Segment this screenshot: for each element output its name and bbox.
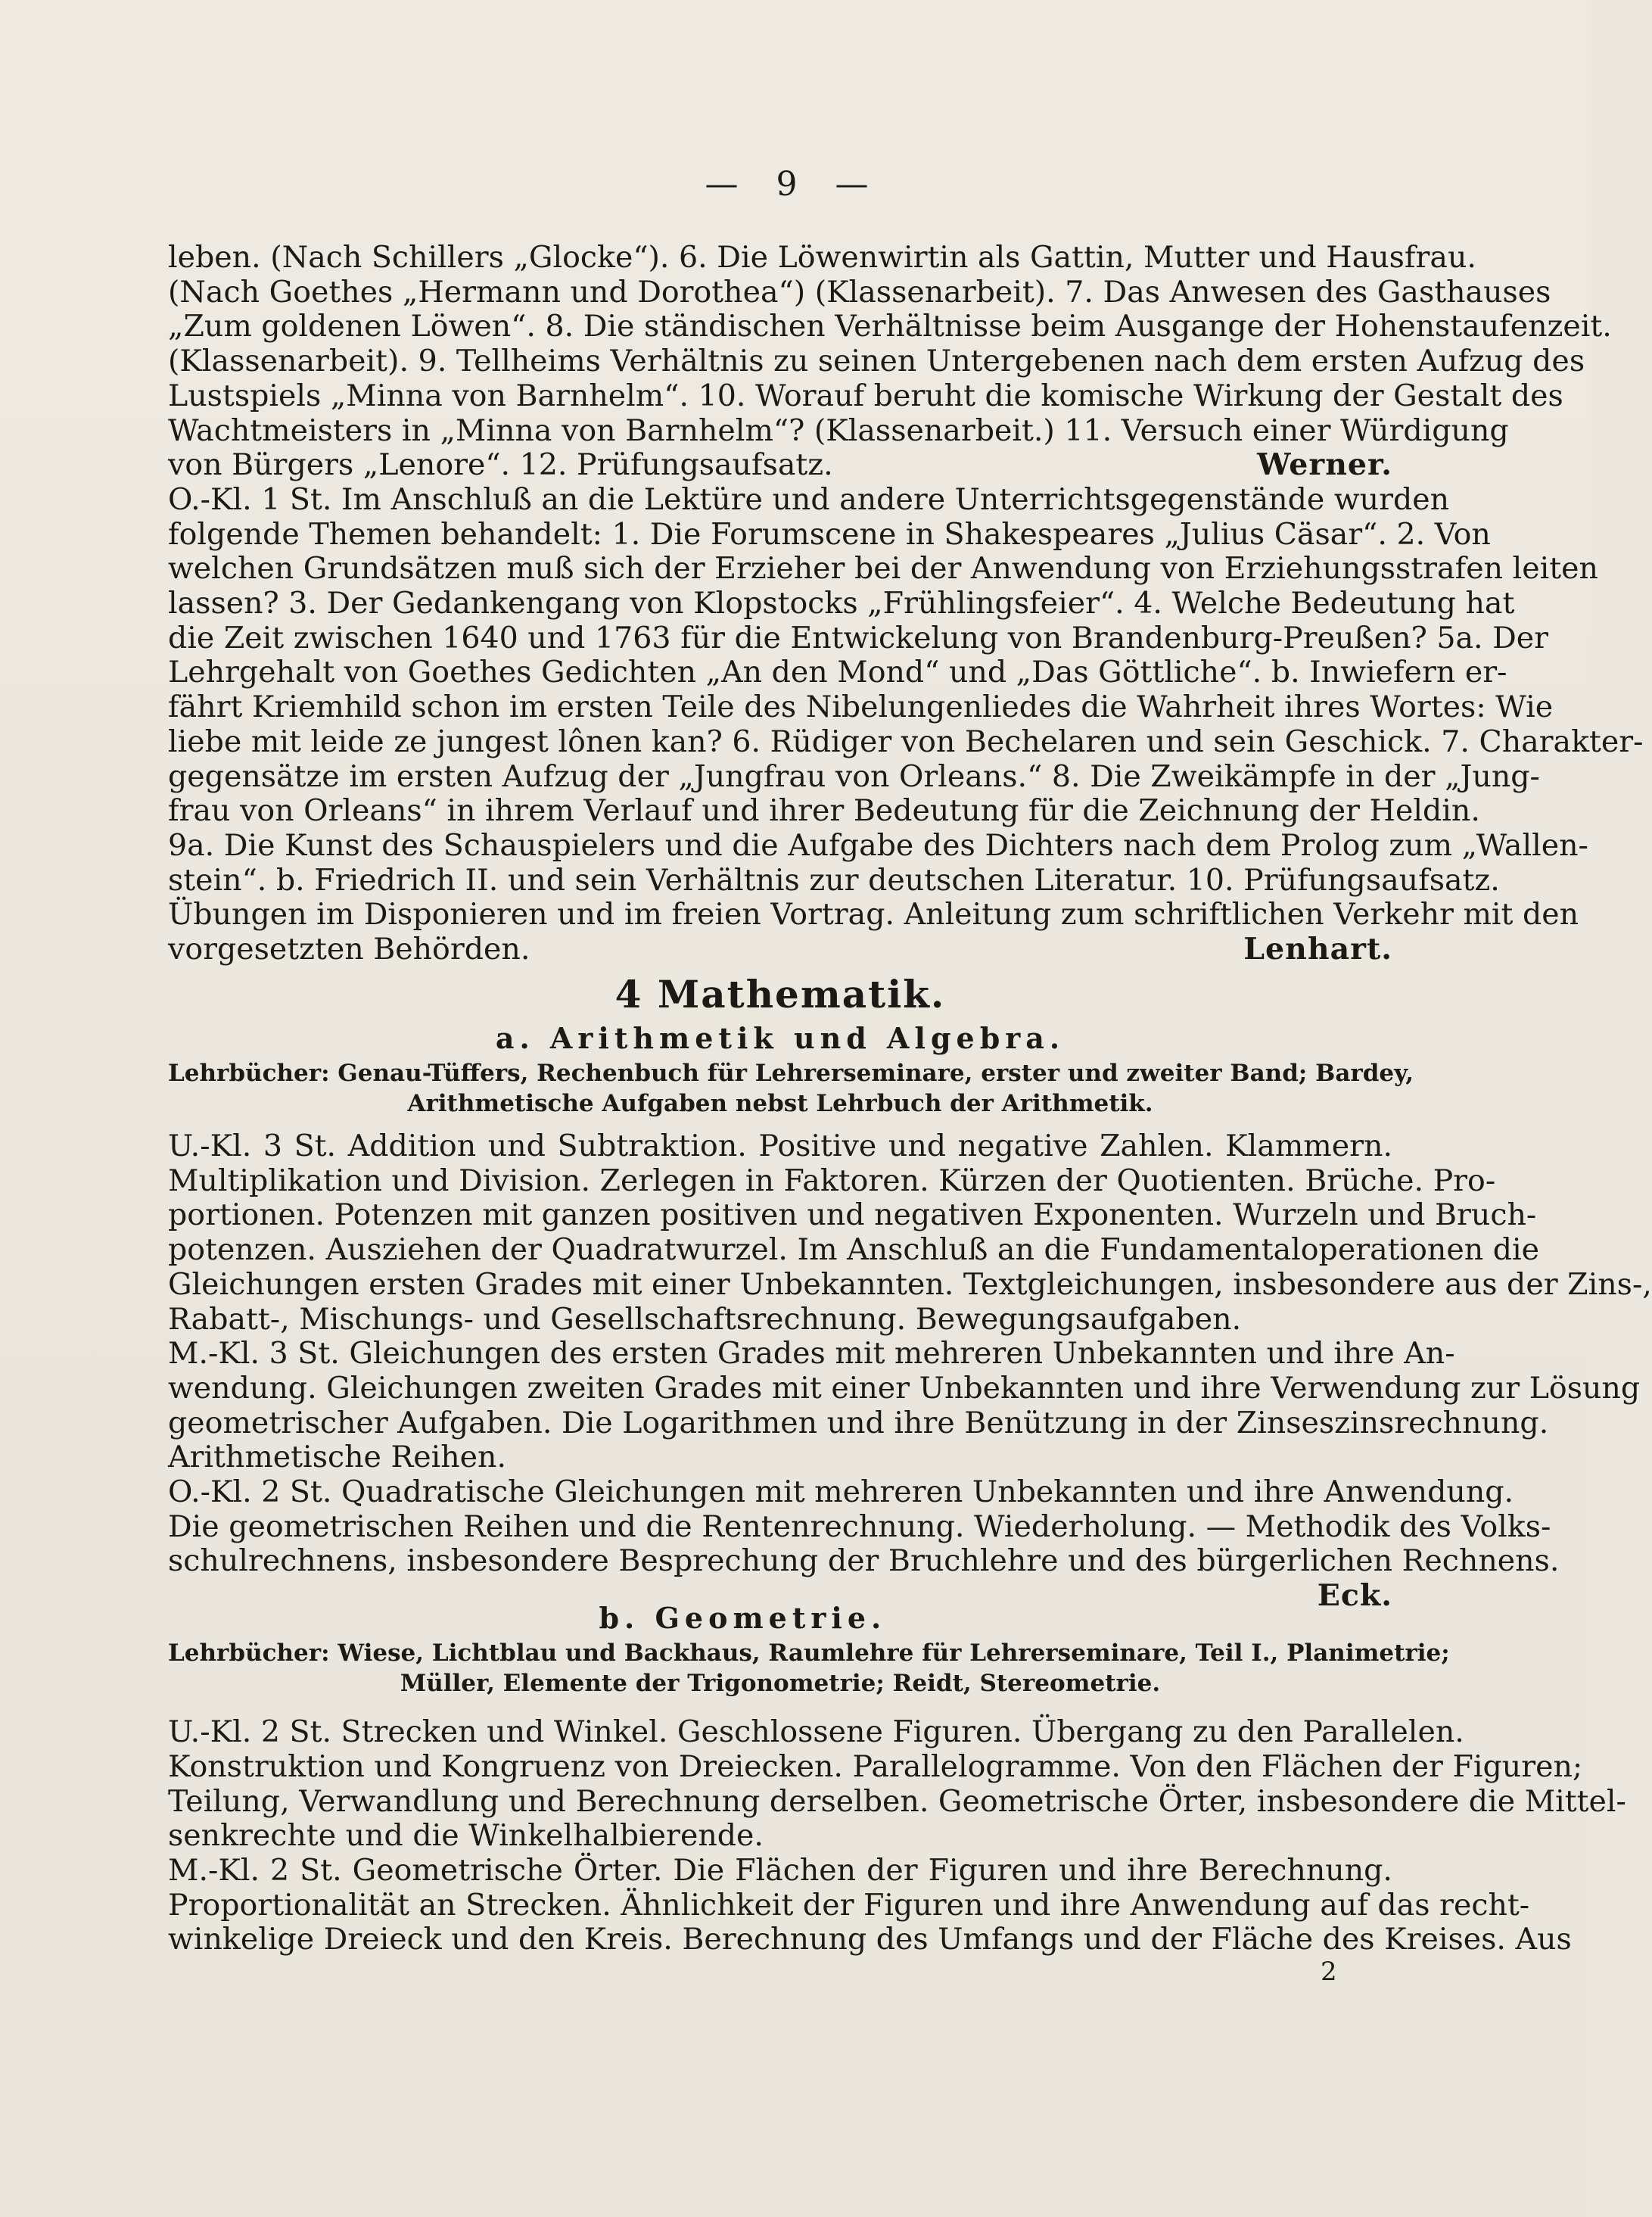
- author-signature: Eck.: [1317, 1578, 1392, 1614]
- text-line: welchen Grundsätzen muß sich der Erzieher bei der Anwendung von Erziehungsstrafen leiten: [168, 551, 1598, 587]
- page-number: — 9 —: [705, 165, 882, 204]
- subsection-heading: b. Geometrie.: [599, 1601, 887, 1636]
- text-line: leben. (Nach Schillers „Glocke“). 6. Die Löwenwirtin als Gattin, Mutter und Hausfrau.: [168, 240, 1476, 275]
- text-line: portionen. Potenzen mit ganzen positiven und negativen Exponenten. Wurzeln und Bruch-: [168, 1197, 1537, 1233]
- text-line: geometrischer Aufgaben. Die Logarithmen und ihre Benützung in der Zinseszinsrechnung.: [168, 1405, 1549, 1440]
- text-line: Teilung, Verwandlung und Berechnung derselben. Geometrische Örter, insbesondere die Mittel-: [168, 1783, 1626, 1819]
- text-line: Wachtmeisters in „Minna von Barnhelm“? (Klassenarbeit.) 11. Versuch einer Würdigung: [168, 413, 1509, 448]
- text-line: Lustspiels „Minna von Barnhelm“. 10. Worauf beruht die komische Wirkung der Gestalt des: [168, 378, 1563, 413]
- author-signature: Werner.: [1257, 447, 1392, 483]
- text-line: senkrechte und die Winkelhalbierende.: [168, 1818, 764, 1854]
- text-line: O.-Kl. 2 St. Quadratische Gleichungen mit mehreren Unbekannten und ihre Anwendung.: [168, 1474, 1514, 1510]
- text-line: [168, 933, 1392, 967]
- text-line: Rabatt-, Mischungs- und Gesellschaftsrechnung. Bewegungsaufgaben.: [168, 1301, 1242, 1337]
- text-line: wendung. Gleichungen zweiten Grades mit einer Unbekannten und ihre Verwendung zur Lösung: [168, 1370, 1641, 1406]
- text-line-content: schulrechnens, insbesondere Besprechung der Bruchlehre und des bürgerlichen Rechnens.: [168, 1543, 1560, 1579]
- signature-mark: 2: [1321, 1957, 1337, 1987]
- text-line: O.-Kl. 1 St. Im Anschluß an die Lektüre und andere Unterrichtsgegenstände wurden: [168, 481, 1450, 517]
- text-line: „Zum goldenen Löwen“. 8. Die ständischen Verhältnisse beim Ausgange der Hohenstaufenzeit.: [168, 309, 1612, 344]
- text-line: U.-Kl. 3 St. Addition und Subtraktion. Positive und negative Zahlen. Klammern.: [168, 1129, 1392, 1163]
- text-line-content: vorgesetzten Behörden.: [168, 932, 530, 967]
- text-line: M.-Kl. 2 St. Geometrische Örter. Die Flächen der Figuren und ihre Berechnung.: [168, 1852, 1392, 1888]
- text-line: (Nach Goethes „Hermann und Dorothea“) (Klassenarbeit). 7. Das Anwesen des Gasthauses: [168, 274, 1551, 310]
- textbook-line: Lehrbücher: Wiese, Lichtblau und Backhaus, Raumlehre für Lehrerseminare, Teil I., Planimetrie;: [168, 1639, 1450, 1667]
- text-line: potenzen. Ausziehen der Quadratwurzel. Im Anschluß an die Fundamentaloperationen die: [168, 1232, 1540, 1268]
- text-line: Multiplikation und Division. Zerlegen in Faktoren. Kürzen der Quotienten. Brüche. Pro-: [168, 1163, 1496, 1198]
- text-line: winkelige Dreieck und den Kreis. Berechnung des Umfangs und der Fläche des Kreises. Aus: [168, 1922, 1572, 1957]
- text-line: Proportionalität an Strecken. Ähnlichkeit der Figuren und ihre Anwendung auf das recht-: [168, 1887, 1530, 1923]
- text-line: Arithmetische Reihen.: [168, 1440, 507, 1475]
- text-line: gegensätze im ersten Aufzug der „Jungfrau von Orleans.“ 8. Die Zweikämpfe in der „Jung-: [168, 758, 1540, 794]
- textbook-line: Arithmetische Aufgaben nebst Lehrbuch der Arithmetik.: [407, 1090, 1153, 1117]
- text-line: 9a. Die Kunst des Schauspielers und die Aufgabe des Dichters nach dem Prolog zum „Wallen-: [168, 827, 1588, 863]
- text-line: [168, 448, 1392, 483]
- text-line: Konstruktion und Kongruenz von Dreiecken. Parallelogramme. Von den Flächen der Figuren;: [168, 1748, 1583, 1784]
- text-line: folgende Themen behandelt: 1. Die Forumscene in Shakespeares „Julius Cäsar“. 2. Von: [168, 516, 1491, 552]
- text-line: Lehrgehalt von Goethes Gedichten „An den Mond“ und „Das Göttliche“. b. Inwiefern er-: [168, 655, 1507, 690]
- text-line: die Zeit zwischen 1640 und 1763 für die Entwickelung von Brandenburg-Preußen? 5a. Der: [168, 620, 1549, 655]
- text-line: M.-Kl. 3 St. Gleichungen des ersten Grades mit mehreren Unbekannten und ihre An-: [168, 1336, 1455, 1372]
- text-line: Gleichungen ersten Grades mit einer Unbekannten. Textgleichungen, insbesondere aus der Zins-,: [168, 1266, 1652, 1302]
- text-line: stein“. b. Friedrich II. und sein Verhältnis zur deutschen Literatur. 10. Prüfungsaufsatz.: [168, 862, 1500, 898]
- text-line: (Klassenarbeit). 9. Tellheims Verhältnis zu seinen Untergebenen nach dem ersten Aufzug des: [168, 344, 1585, 379]
- text-line: U.-Kl. 2 St. Strecken und Winkel. Geschlossene Figuren. Übergang zu den Parallelen.: [168, 1714, 1464, 1750]
- text-line: fährt Kriemhild schon im ersten Teile des Nibelungenliedes die Wahrheit ihres Wortes: Wie: [168, 690, 1554, 725]
- text-line: frau von Orleans“ in ihrem Verlauf und ihrer Bedeutung für die Zeichnung der Heldin.: [168, 793, 1480, 829]
- text-line: Übungen im Disponieren und im freien Vortrag. Anleitung zum schriftlichen Verkehr mit den: [168, 897, 1579, 933]
- textbook-line: Müller, Elemente der Trigonometrie; Reidt, Stereometrie.: [400, 1670, 1161, 1698]
- author-signature: Lenhart.: [1243, 932, 1392, 967]
- text-line: liebe mit leide ze jungest lônen kan? 6. Rüdiger von Bechelaren und sein Geschick. 7. Charakter-: [168, 724, 1644, 759]
- textbook-line: Lehrbücher: Genau-Tüffers, Rechenbuch für Lehrerseminare, erster und zweiter Band; Bardey,: [168, 1060, 1414, 1087]
- german-section: [168, 240, 1644, 967]
- subsection-heading: a. Arithmetik und Algebra.: [495, 1021, 1066, 1055]
- math-section: [168, 970, 1652, 1957]
- text-line: lassen? 3. Der Gedankengang von Klopstocks „Frühlingsfeier“. 4. Welche Bedeutung hat: [168, 586, 1515, 621]
- text-line: [168, 1543, 1560, 1614]
- text-line-content: von Bürgers „Lenore“. 12. Prüfungsaufsatz.: [168, 447, 833, 483]
- text-line: Die geometrischen Reihen und die Rentenrechnung. Wiederholung. — Methodik des Volks-: [168, 1509, 1551, 1544]
- section-heading: 4 Mathematik.: [614, 972, 946, 1017]
